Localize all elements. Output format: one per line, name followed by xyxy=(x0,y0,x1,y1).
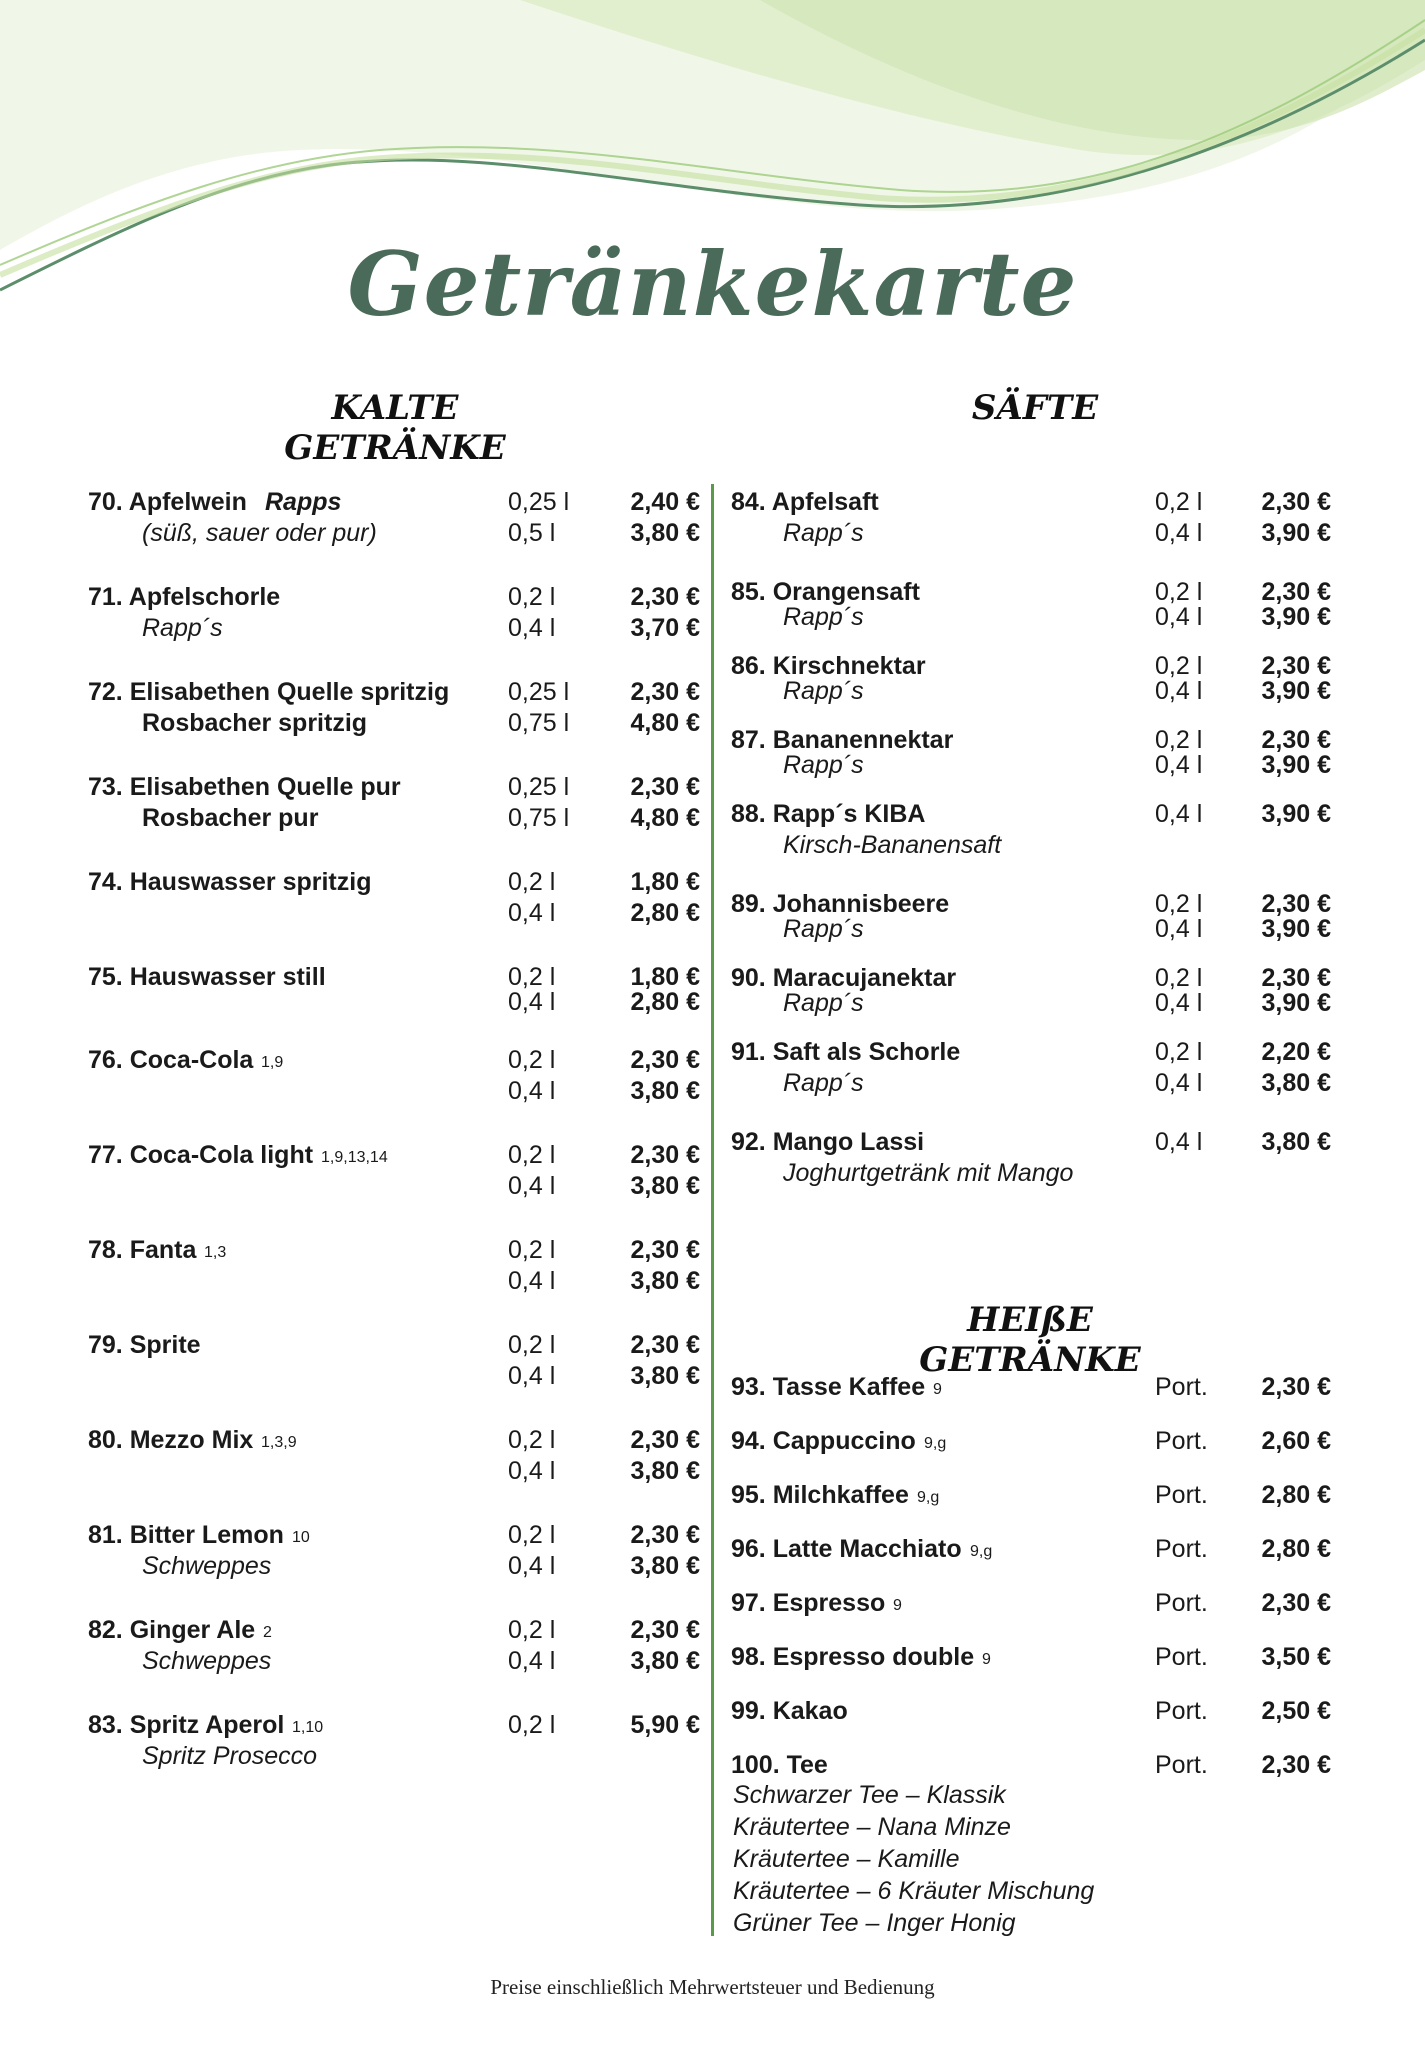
item-price: 2,30 € xyxy=(630,1616,700,1644)
item-volume: 0,4 l xyxy=(1155,677,1203,705)
menu-item xyxy=(88,1235,700,1297)
item-volume: 0,2 l xyxy=(1155,726,1203,754)
item-volume: 0,25 l xyxy=(508,678,570,706)
item-price: 5,90 € xyxy=(630,1711,700,1739)
item-volume: 0,4 l xyxy=(508,1647,556,1675)
item-price: 3,70 € xyxy=(630,614,700,642)
item-name: 91. Saft als Schorle xyxy=(731,1038,961,1066)
section-title-kalte: KALTE GETRÄNKE xyxy=(284,388,506,468)
item-price: 1,80 € xyxy=(630,963,700,991)
item-volume: 0,2 l xyxy=(508,583,556,611)
menu-item xyxy=(88,582,700,644)
item-volume: 0,2 l xyxy=(1155,652,1203,680)
item-name: 98. Espresso double xyxy=(731,1643,975,1671)
item-price: 3,50 € xyxy=(1261,1643,1331,1671)
item-price: 2,30 € xyxy=(1261,1589,1331,1617)
item-unit: Port. xyxy=(1155,1589,1208,1617)
item-volume: 0,75 l xyxy=(508,804,570,832)
item-price: 2,80 € xyxy=(630,899,700,927)
menu-item xyxy=(731,651,1331,705)
item-subtitle: Rapp´s xyxy=(783,603,864,631)
heisse-list xyxy=(731,1372,1331,1804)
item-name: 71. Apfelschorle xyxy=(88,583,281,611)
item-subtitle: Schweppes xyxy=(142,1552,272,1580)
allergen-codes: 10 xyxy=(292,1529,310,1546)
section-title-saefte: SÄFTE xyxy=(971,388,1099,428)
item-volume: 0,4 l xyxy=(508,1172,556,1200)
item-name: 93. Tasse Kaffee xyxy=(731,1373,926,1401)
item-volume: 0,4 l xyxy=(1155,1069,1203,1097)
item-price: 2,50 € xyxy=(1261,1697,1331,1725)
item-volume: 0,4 l xyxy=(1155,1128,1203,1156)
menu-item xyxy=(88,1140,700,1202)
item-price: 2,30 € xyxy=(1261,1751,1331,1779)
item-price: 1,80 € xyxy=(630,868,700,896)
tea-varieties xyxy=(733,1779,1293,1939)
item-volume: 0,25 l xyxy=(508,488,570,516)
item-volume: 0,4 l xyxy=(508,614,556,642)
item-volume: 0,25 l xyxy=(508,773,570,801)
item-name: 96. Latte Macchiato xyxy=(731,1535,962,1563)
item-price: 2,80 € xyxy=(1261,1481,1331,1509)
item-price: 2,30 € xyxy=(1261,726,1331,754)
item-price: 3,80 € xyxy=(630,519,700,547)
item-volume: 0,4 l xyxy=(1155,800,1203,828)
menu-item xyxy=(731,1127,1331,1189)
item-price: 3,80 € xyxy=(630,1457,700,1485)
item-volume: 0,2 l xyxy=(1155,488,1203,516)
item-price: 2,20 € xyxy=(1261,1038,1331,1066)
item-subtitle: Rapp´s xyxy=(783,751,864,779)
item-name: 87. Bananennektar xyxy=(731,726,954,754)
item-price: 3,80 € xyxy=(1261,1069,1331,1097)
menu-item xyxy=(731,577,1331,631)
tea-variety: Grüner Tee – Inger Honig xyxy=(733,1909,1016,1937)
item-volume: 0,2 l xyxy=(508,1426,556,1454)
hot-drink-item xyxy=(731,1642,1331,1696)
item-price: 3,80 € xyxy=(1261,1128,1331,1156)
allergen-codes: 1,9 xyxy=(261,1054,284,1071)
menu-item xyxy=(88,772,700,834)
item-volume: 0,2 l xyxy=(508,1331,556,1359)
menu-item xyxy=(731,1037,1331,1099)
item-name: 82. Ginger Ale xyxy=(88,1616,256,1644)
item-price: 2,30 € xyxy=(1261,578,1331,606)
item-unit: Port. xyxy=(1155,1373,1208,1401)
item-name: 78. Fanta xyxy=(88,1236,197,1264)
item-subtitle: Rapp´s xyxy=(783,989,864,1017)
item-volume: 0,4 l xyxy=(508,988,556,1016)
menu-item xyxy=(731,725,1331,779)
item-subtitle: Kirsch-Bananensaft xyxy=(783,831,1002,859)
column-divider xyxy=(711,484,714,1936)
tea-variety: Schwarzer Tee – Klassik xyxy=(733,1781,1006,1809)
item-volume: 0,2 l xyxy=(508,868,556,896)
tea-variety: Kräutertee – Kamille xyxy=(733,1845,960,1873)
item-price: 3,90 € xyxy=(1261,519,1331,547)
menu-item xyxy=(88,1520,700,1582)
item-subtitle: Schweppes xyxy=(142,1647,272,1675)
item-subtitle: Rosbacher spritzig xyxy=(142,709,368,737)
menu-item xyxy=(88,1045,700,1107)
item-price: 3,80 € xyxy=(630,1552,700,1580)
allergen-codes: 1,9,13,14 xyxy=(321,1149,388,1166)
item-volume: 0,75 l xyxy=(508,709,570,737)
item-price: 3,90 € xyxy=(1261,800,1331,828)
allergen-codes: 9 xyxy=(982,1651,991,1668)
item-volume: 0,2 l xyxy=(1155,578,1203,606)
menu-item xyxy=(88,867,700,929)
item-name: 80. Mezzo Mix xyxy=(88,1426,254,1454)
item-price: 3,90 € xyxy=(1261,915,1331,943)
hot-drink-item xyxy=(731,1480,1331,1534)
item-name: 76. Coca-Cola xyxy=(88,1046,254,1074)
item-price: 3,90 € xyxy=(1261,603,1331,631)
item-name: 84. Apfelsaft xyxy=(731,488,879,516)
allergen-codes: 1,3,9 xyxy=(261,1434,297,1451)
item-brand: Rapps xyxy=(265,488,342,516)
item-price: 3,80 € xyxy=(630,1362,700,1390)
item-volume: 0,4 l xyxy=(1155,751,1203,779)
item-volume: 0,4 l xyxy=(508,899,556,927)
item-volume: 0,4 l xyxy=(1155,989,1203,1017)
item-unit: Port. xyxy=(1155,1643,1208,1671)
item-price: 2,30 € xyxy=(1261,488,1331,516)
menu-item xyxy=(88,677,700,739)
item-name: 89. Johannisbeere xyxy=(731,890,950,918)
item-price: 3,90 € xyxy=(1261,751,1331,779)
item-price: 3,80 € xyxy=(630,1267,700,1295)
item-price: 2,30 € xyxy=(630,1236,700,1264)
item-price: 4,80 € xyxy=(630,709,700,737)
item-price: 4,80 € xyxy=(630,804,700,832)
item-volume: 0,2 l xyxy=(1155,890,1203,918)
item-price: 2,30 € xyxy=(630,1521,700,1549)
item-subtitle: Rosbacher pur xyxy=(142,804,319,832)
menu-item xyxy=(731,963,1331,1017)
item-name: 90. Maracujanektar xyxy=(731,964,957,992)
item-name: 97. Espresso xyxy=(731,1589,886,1617)
allergen-codes: 9 xyxy=(933,1381,942,1398)
item-name: 77. Coca-Cola light xyxy=(88,1141,314,1169)
item-subtitle: Rapp´s xyxy=(783,519,864,547)
hot-drink-item xyxy=(731,1588,1331,1642)
item-subtitle: (süß, sauer oder pur) xyxy=(142,519,377,547)
item-price: 2,60 € xyxy=(1261,1427,1331,1455)
item-price: 3,80 € xyxy=(630,1172,700,1200)
item-subtitle: Joghurtgetränk mit Mango xyxy=(783,1159,1074,1187)
item-price: 2,30 € xyxy=(1261,1373,1331,1401)
item-price: 2,30 € xyxy=(630,583,700,611)
item-unit: Port. xyxy=(1155,1481,1208,1509)
item-price: 2,80 € xyxy=(630,988,700,1016)
item-price: 2,30 € xyxy=(630,1046,700,1074)
item-volume: 0,2 l xyxy=(1155,1038,1203,1066)
item-price: 3,90 € xyxy=(1261,677,1331,705)
menu-item xyxy=(88,1425,700,1487)
item-volume: 0,4 l xyxy=(1155,519,1203,547)
section-title-heisse: HEIßE GETRÄNKE xyxy=(919,1300,1141,1380)
item-name: 92. Mango Lassi xyxy=(731,1128,925,1156)
item-name: 94. Cappuccino xyxy=(731,1427,916,1455)
item-volume: 0,2 l xyxy=(508,1236,556,1264)
item-volume: 0,4 l xyxy=(1155,603,1203,631)
menu-item xyxy=(88,487,700,549)
item-name: 86. Kirschnektar xyxy=(731,652,926,680)
item-volume: 0,2 l xyxy=(508,1521,556,1549)
item-unit: Port. xyxy=(1155,1427,1208,1455)
item-subtitle: Rapp´s xyxy=(783,677,864,705)
item-volume: 0,4 l xyxy=(1155,915,1203,943)
allergen-codes: 9,g xyxy=(917,1489,940,1506)
menu-item xyxy=(88,1615,700,1677)
item-subtitle: Rapp´s xyxy=(783,1069,864,1097)
item-volume: 0,2 l xyxy=(1155,964,1203,992)
allergen-codes: 1,3 xyxy=(204,1244,227,1261)
item-price: 2,30 € xyxy=(630,1141,700,1169)
item-price: 2,30 € xyxy=(630,1331,700,1359)
item-price: 3,80 € xyxy=(630,1647,700,1675)
item-subtitle: Spritz Prosecco xyxy=(142,1742,318,1770)
hot-drink-item xyxy=(731,1426,1331,1480)
item-price: 2,40 € xyxy=(630,488,700,516)
item-name: 81. Bitter Lemon xyxy=(88,1521,284,1549)
item-price: 2,80 € xyxy=(1261,1535,1331,1563)
item-name: 88. Rapp´s KIBA xyxy=(731,800,926,828)
item-volume: 0,2 l xyxy=(508,1141,556,1169)
menu-item xyxy=(88,962,700,1016)
item-volume: 0,4 l xyxy=(508,1457,556,1485)
item-volume: 0,5 l xyxy=(508,519,556,547)
allergen-codes: 9,g xyxy=(924,1435,947,1452)
item-volume: 0,2 l xyxy=(508,1616,556,1644)
item-price: 3,80 € xyxy=(630,1077,700,1105)
item-volume: 0,2 l xyxy=(508,1046,556,1074)
item-volume: 0,4 l xyxy=(508,1552,556,1580)
item-subtitle: Rapp´s xyxy=(783,915,864,943)
item-name: 72. Elisabethen Quelle spritzig xyxy=(88,678,450,706)
menu-item xyxy=(731,889,1331,943)
kalte-list xyxy=(88,487,700,1805)
item-name: 74. Hauswasser spritzig xyxy=(88,868,372,896)
item-price: 2,30 € xyxy=(1261,652,1331,680)
allergen-codes: 9,g xyxy=(970,1543,993,1560)
saefte-list xyxy=(731,487,1331,1217)
item-volume: 0,2 l xyxy=(508,1711,556,1739)
hot-drink-item xyxy=(731,1534,1331,1588)
item-name: 85. Orangensaft xyxy=(731,578,920,606)
allergen-codes: 2 xyxy=(263,1624,272,1641)
item-price: 2,30 € xyxy=(630,1426,700,1454)
page-title: Getränkekarte xyxy=(347,232,1078,336)
footer-note: Preise einschließlich Mehrwertsteuer und Bedienung xyxy=(490,1975,935,1999)
item-unit: Port. xyxy=(1155,1697,1208,1725)
menu-item xyxy=(731,799,1331,861)
item-volume: 0,4 l xyxy=(508,1077,556,1105)
allergen-codes: 9 xyxy=(893,1597,902,1614)
item-price: 2,30 € xyxy=(1261,890,1331,918)
tea-variety: Kräutertee – 6 Kräuter Mischung xyxy=(733,1877,1095,1905)
tea-variety: Kräutertee – Nana Minze xyxy=(733,1813,1011,1841)
item-unit: Port. xyxy=(1155,1535,1208,1563)
item-name: 73. Elisabethen Quelle pur xyxy=(88,773,401,801)
item-name: 79. Sprite xyxy=(88,1331,201,1359)
hot-drink-item xyxy=(731,1696,1331,1750)
item-name: 100. Tee xyxy=(731,1751,828,1779)
allergen-codes: 1,10 xyxy=(292,1719,324,1736)
item-unit: Port. xyxy=(1155,1751,1208,1779)
item-volume: 0,4 l xyxy=(508,1267,556,1295)
item-volume: 0,2 l xyxy=(508,963,556,991)
item-name: 70. Apfelwein xyxy=(88,488,247,516)
item-name: 75. Hauswasser still xyxy=(88,963,326,991)
item-volume: 0,4 l xyxy=(508,1362,556,1390)
item-price: 3,90 € xyxy=(1261,989,1331,1017)
item-name: 95. Milchkaffee xyxy=(731,1481,909,1509)
item-price: 2,30 € xyxy=(630,678,700,706)
item-price: 2,30 € xyxy=(630,773,700,801)
item-price: 2,30 € xyxy=(1261,964,1331,992)
hot-drink-item xyxy=(731,1372,1331,1426)
item-subtitle: Rapp´s xyxy=(142,614,223,642)
menu-item xyxy=(88,1710,700,1772)
menu-item xyxy=(88,1330,700,1392)
item-name: 83. Spritz Aperol xyxy=(88,1711,285,1739)
item-name: 99. Kakao xyxy=(731,1697,848,1725)
menu-item xyxy=(731,487,1331,549)
